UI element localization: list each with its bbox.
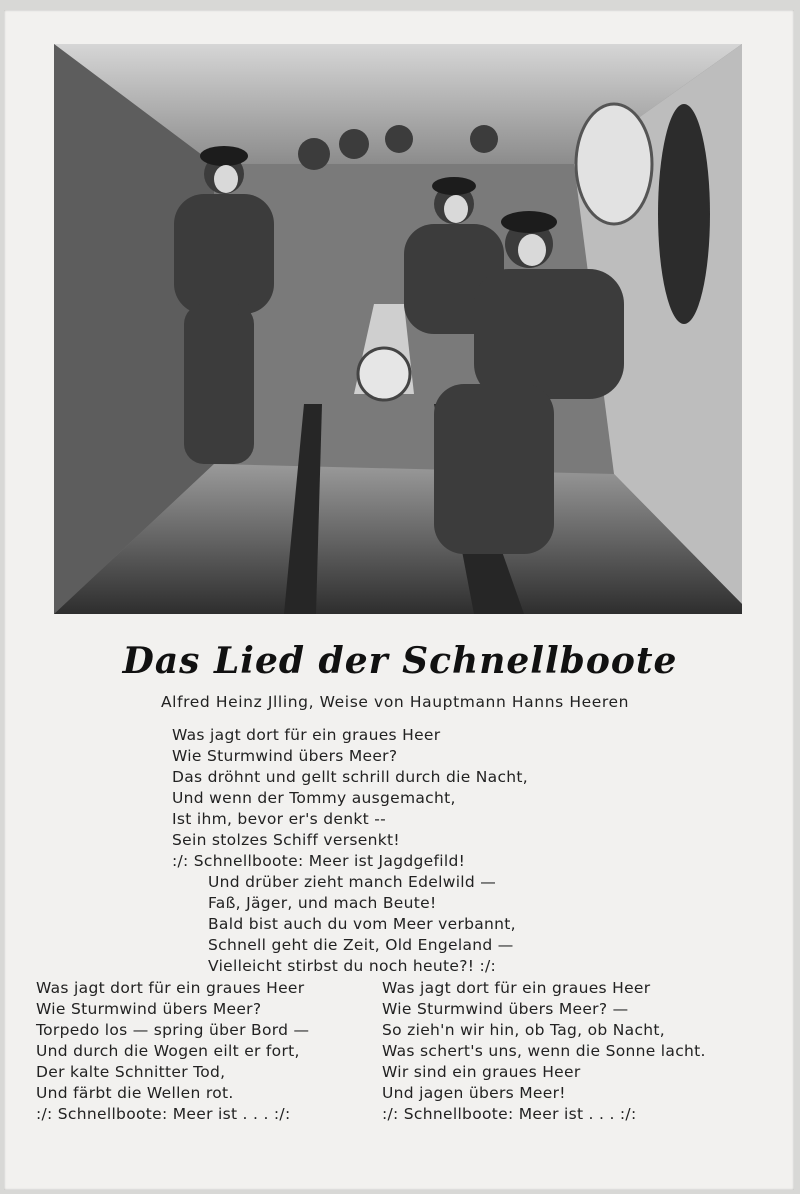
verse-line: Ist ihm, bevor er's denkt --: [172, 810, 387, 828]
verse-line: Wir sind ein graues Heer: [382, 1063, 581, 1081]
verse-2: [36, 978, 309, 1125]
verse-line: Und färbt die Wellen rot.: [36, 1084, 234, 1102]
verse-line: Und jagen übers Meer!: [382, 1084, 566, 1102]
verse-line: Was jagt dort für ein graues Heer: [172, 726, 441, 744]
refrain-line: Faß, Jäger, und mach Beute!: [208, 894, 437, 912]
sailors-loading-torpedo-photo: [54, 44, 742, 614]
verse-line: Wie Sturmwind übers Meer?: [36, 1000, 262, 1018]
verse-line: :/: Schnellboote: Meer ist . . . :/:: [382, 1105, 637, 1123]
verse-line: Sein stolzes Schiff versenkt!: [172, 831, 400, 849]
verse-line: Das dröhnt und gellt schrill durch die Nacht,: [172, 768, 529, 786]
verse-1: [172, 725, 528, 851]
song-byline: Alfred Heinz Jlling, Weise von Hauptmann Hanns Heeren: [160, 693, 630, 711]
verse-line: Was jagt dort für ein graues Heer: [382, 979, 651, 997]
verse-line: Und durch die Wogen eilt er fort,: [36, 1042, 300, 1060]
song-title: Das Lied der Schnellboote: [122, 640, 678, 682]
verse-line: So zieh'n wir hin, ob Tag, ob Nacht,: [382, 1021, 665, 1039]
verse-line: Was jagt dort für ein graues Heer: [36, 979, 305, 997]
refrain-line: Bald bist auch du vom Meer verbannt,: [208, 915, 516, 933]
refrain: [172, 851, 516, 977]
verse-line: Der kalte Schnitter Tod,: [36, 1063, 226, 1081]
verse-line: Und wenn der Tommy ausgemacht,: [172, 789, 456, 807]
verse-3: [382, 978, 706, 1125]
verse-line: Was schert's uns, wenn die Sonne lacht.: [382, 1042, 706, 1060]
refrain-line: Und drüber zieht manch Edelwild —: [208, 873, 497, 891]
refrain-line: :/: Schnellboote: Meer ist Jagdgefild!: [172, 852, 466, 870]
refrain-line: Vielleicht stirbst du noch heute?! :/:: [208, 957, 497, 975]
refrain-line: Schnell geht die Zeit, Old Engeland —: [208, 936, 514, 954]
verse-line: Wie Sturmwind übers Meer?: [172, 747, 398, 765]
verse-line: Torpedo los — spring über Bord —: [36, 1021, 310, 1039]
verse-line: :/: Schnellboote: Meer ist . . . :/:: [36, 1105, 291, 1123]
verse-line: Wie Sturmwind übers Meer? —: [382, 1000, 629, 1018]
